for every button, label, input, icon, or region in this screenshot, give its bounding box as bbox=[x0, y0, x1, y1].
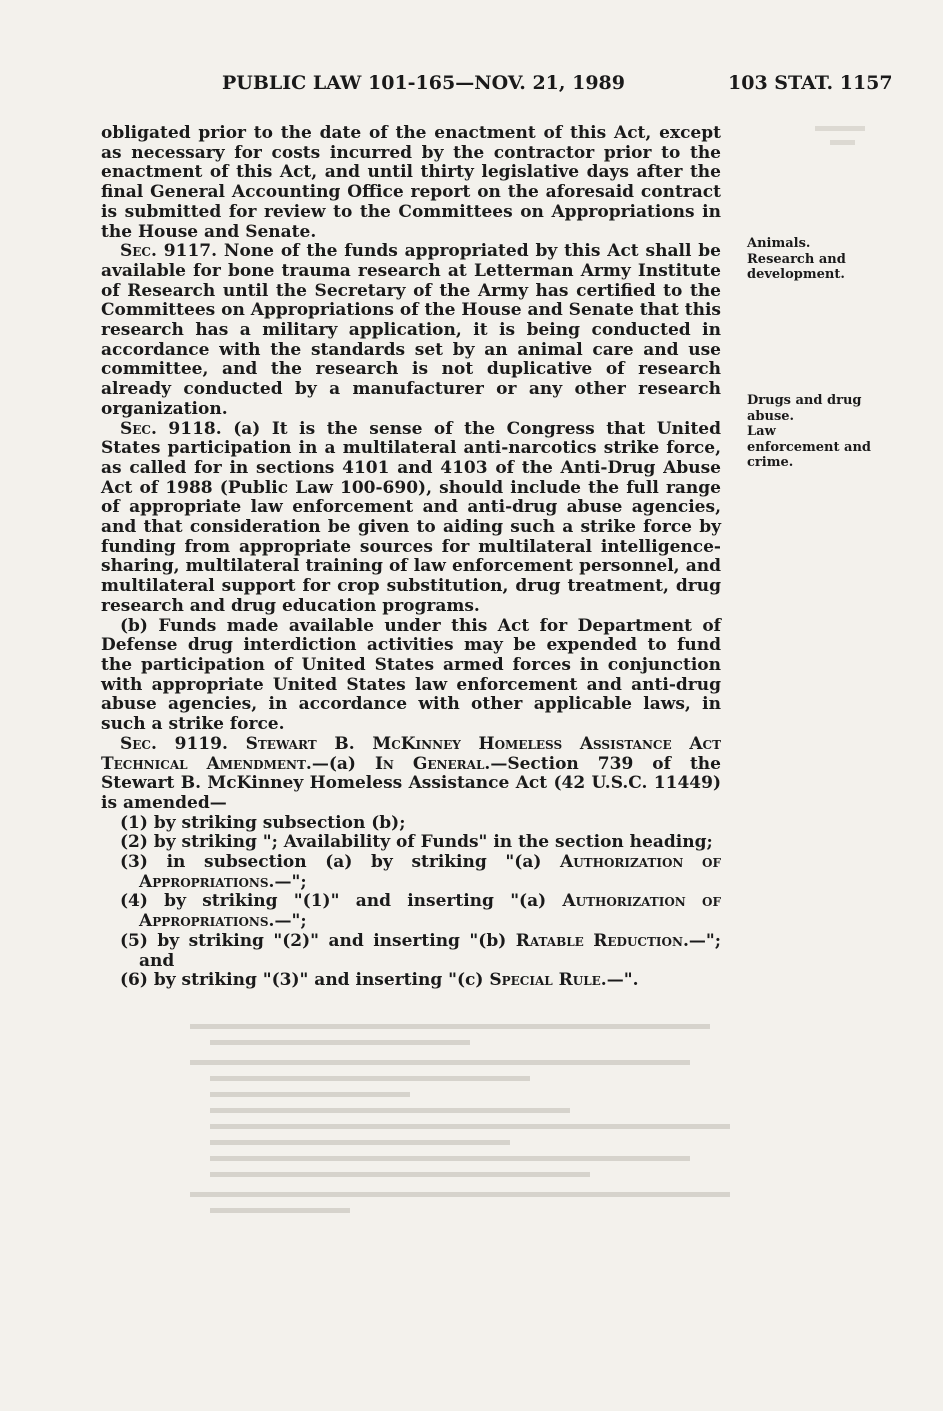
item-text: (6) by striking "(3)" and inserting "(c) bbox=[120, 970, 490, 991]
section-9117-text: 9117. None of the funds appropriated by this Act shall be available for bone trauma research at Letterman Army Institute of Research until the Secretary of the Army has certified to the Committees on Appropriations of the House and Senate that this research has a military application, it is being conducted in accordance with the standards set by an animal care and use committee, and the research is not duplicative of research already conducted by a manufacturer or any other research organization. bbox=[101, 241, 721, 419]
item-text: —"; and bbox=[139, 930, 721, 971]
amendment-item-3 bbox=[101, 853, 721, 892]
subsection-heading: In General. bbox=[374, 753, 491, 774]
amendment-item-4 bbox=[101, 892, 721, 931]
section-9118-a bbox=[101, 420, 721, 617]
item-text: (3) in subsection (a) by striking "(a) bbox=[120, 852, 561, 873]
item-text: (4) by striking "(1)" and inserting "(a) bbox=[120, 891, 563, 912]
margin-note-line: Law bbox=[747, 424, 776, 439]
section-9117 bbox=[101, 242, 721, 419]
section-9119-text: —Section 739 of the Stewart B. McKinney Homeless Assistance Act (42 U.S.C. 11449) is amended— bbox=[101, 753, 721, 813]
section-9119 bbox=[101, 735, 721, 814]
margin-note-line: crime. bbox=[747, 455, 794, 470]
item-text: —"; bbox=[274, 871, 307, 892]
margin-note-line: abuse. bbox=[747, 408, 795, 424]
section-abbrev: Sec. bbox=[120, 733, 157, 754]
paragraph-continuation: obligated prior to the date of the enactment of this Act, except as necessary for costs incurred by the contractor prior to the enactment of this Act, and until thirty legislative days after the final General Accounting Office report on the aforesaid contract is submitted for review to the Committees on Appropriations in the House and Senate. bbox=[101, 123, 721, 242]
amendment-item-1: (1) by striking subsection (b); bbox=[120, 812, 406, 833]
margin-note-animals bbox=[747, 236, 887, 283]
section-9118-b: (b) Funds made available under this Act for Department of Defense drug interdiction activities may be expended to fund the participation of United States armed forces in conjunction with appropriate United States law enforcement and anti-drug abuse agencies, in accordance with other applicable laws, in such a strike force. bbox=[101, 615, 721, 735]
amendment-item-6 bbox=[101, 971, 721, 991]
item-text: —"; bbox=[274, 911, 307, 932]
margin-note-line: Animals. bbox=[747, 236, 811, 251]
item-text: —". bbox=[606, 970, 639, 991]
amendment-item-2: (2) by striking "; Availability of Funds" in the section heading; bbox=[120, 832, 713, 853]
section-9118-a-text: 9118. (a) It is the sense of the Congress that United States participation in a multilateral anti-narcotics strike force, as called for in sections 4101 and 4103 of the Anti-Drug Abuse Act of 1988 (Public Law 100-690), should include the full range of appropriate law enforcement and anti-drug abuse agencies, and that consideration be given to aiding such a strike force by funding from appropriate sources for multilateral intelligence-sharing, multilateral training of law enforcement personnel, and multilateral support for crop substitution, drug treatment, drug research and drug education programs. bbox=[101, 418, 721, 616]
section-title: Stewart B. McKinney Homeless Assistance Act Technical Amendment. bbox=[101, 733, 722, 774]
running-head-left: PUBLIC LAW 101-165—NOV. 21, 1989 bbox=[222, 72, 625, 94]
section-abbrev: Sec. bbox=[120, 418, 157, 439]
item-heading: Ratable Reduction. bbox=[515, 930, 689, 951]
item-text: (5) by striking "(2)" and inserting "(b) bbox=[120, 930, 516, 951]
margin-note-drugs bbox=[747, 393, 887, 471]
section-abbrev: Sec. bbox=[120, 241, 157, 262]
section-sub-label: —(a) bbox=[311, 753, 375, 774]
margin-note-line: development. bbox=[747, 267, 845, 282]
section-number: 9119. bbox=[156, 733, 246, 754]
running-head-right: 103 STAT. 1157 bbox=[728, 72, 893, 94]
item-heading: Authorization of Appropriations. bbox=[139, 891, 721, 932]
margin-note-line: enforcement and bbox=[747, 439, 871, 455]
margin-note-line: Research and bbox=[747, 251, 846, 267]
amendment-item-5 bbox=[101, 932, 721, 971]
margin-note-line: Drugs and drug bbox=[747, 393, 862, 408]
bleed-through-margin bbox=[805, 122, 875, 152]
item-heading: Special Rule. bbox=[489, 970, 607, 991]
body-text bbox=[101, 124, 721, 991]
item-heading: Authorization of Appropriations. bbox=[139, 852, 721, 892]
bleed-through-texture bbox=[190, 1020, 750, 1220]
